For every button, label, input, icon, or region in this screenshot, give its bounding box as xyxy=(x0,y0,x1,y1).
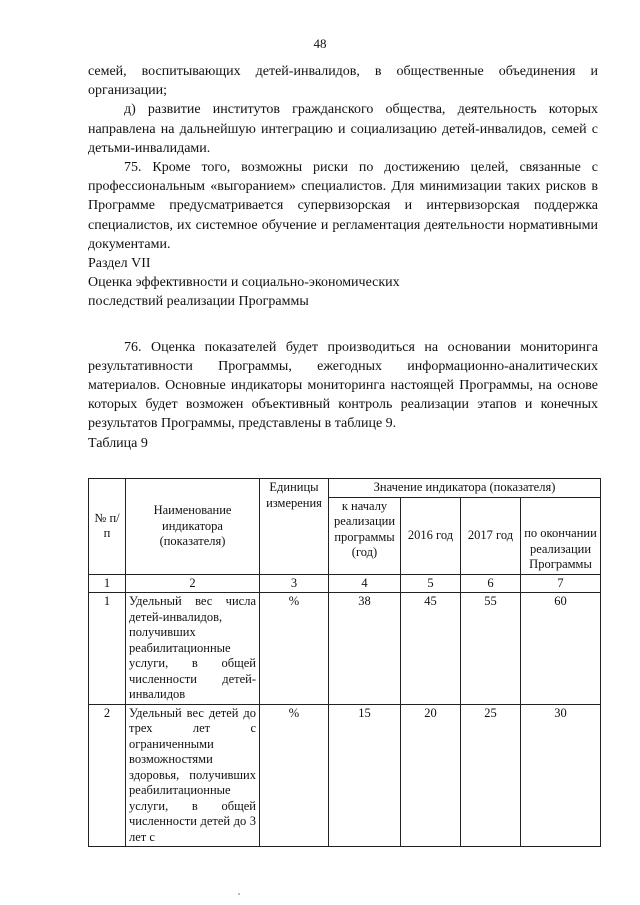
table-row xyxy=(89,704,601,847)
table-row xyxy=(89,593,601,705)
indicators-table xyxy=(88,478,601,847)
row-2016: 20 xyxy=(401,704,461,847)
header-unit: Единицы измерения xyxy=(260,479,329,575)
header-num: № п/п xyxy=(89,479,126,575)
row-start: 38 xyxy=(329,593,401,705)
header-name: Наименование индикатора (показателя) xyxy=(126,479,260,575)
section-title-line2: последствий реализации Программы xyxy=(88,294,309,310)
column-number: 2 xyxy=(126,574,260,593)
row-num: 2 xyxy=(89,704,126,847)
paragraph-76-evaluation: 76. Оценка показателей будет производиться на основании мониторинга результативности Программы, ежегодных информационно-аналитических материалов. Основные индикаторы мониторинга настоящей Программы, на основе которых будет возможен объективный контроль реализации этапов и конечных результатов Программы, представлены в таблице 9. xyxy=(88,339,598,432)
row-unit: % xyxy=(260,704,329,847)
column-number: 7 xyxy=(521,574,601,593)
column-number: 4 xyxy=(329,574,401,593)
row-name: Удельный вес числа детей-инвалидов, получивших реабилитационные услуги, в общей численности детей-инвалидов xyxy=(126,593,260,705)
header-2016: 2016 год xyxy=(401,497,461,574)
column-number: 6 xyxy=(461,574,521,593)
header-start: к началу реализации программы (год) xyxy=(329,497,401,574)
row-unit: % xyxy=(260,593,329,705)
page-number: 48 xyxy=(313,36,327,51)
row-end: 60 xyxy=(521,593,601,705)
table-caption: Таблица 9 xyxy=(88,435,148,451)
column-number-row xyxy=(89,574,601,593)
column-number: 1 xyxy=(89,574,126,593)
scan-speck xyxy=(238,893,240,895)
header-end: по окончании реализации Программы xyxy=(521,497,601,574)
column-number: 3 xyxy=(260,574,329,593)
document-body xyxy=(88,62,598,453)
paragraph-75-risks: 75. Кроме того, возможны риски по достижению целей, связанные с профессиональным «выгоранием» специалистов. Для минимизации таких рисков в Программе предусматривается супервизорская и интервизорская поддержка специалистов, их системное обучение и регламентация деятельности нормативными документами. xyxy=(88,160,598,252)
paragraph-civil-society: д) развитие институтов гражданского общества, деятельность которых направлена на дальнейшую интеграцию и социализацию детей-инвалидов, семей с детьми-инвалидами. xyxy=(88,102,598,156)
section-title-line1: Оценка эффективности и социально-экономических xyxy=(88,275,400,291)
row-name: Удельный вес детей до трех лет с ограниченными возможностями здоровья, получивших реабилитационные услуги, в общей численности детей до 3 лет с xyxy=(126,704,260,847)
header-2017: 2017 год xyxy=(461,497,521,574)
header-value-group: Значение индикатора (показателя) xyxy=(329,479,601,498)
row-num: 1 xyxy=(89,593,126,705)
row-2017: 55 xyxy=(461,593,521,705)
row-end: 30 xyxy=(521,704,601,847)
row-start: 15 xyxy=(329,704,401,847)
section-label: Раздел VII xyxy=(88,256,151,272)
row-2017: 25 xyxy=(461,704,521,847)
row-2016: 45 xyxy=(401,593,461,705)
column-number: 5 xyxy=(401,574,461,593)
paragraph-families: семей, воспитывающих детей-инвалидов, в общественные объединения и организации; xyxy=(88,64,598,99)
